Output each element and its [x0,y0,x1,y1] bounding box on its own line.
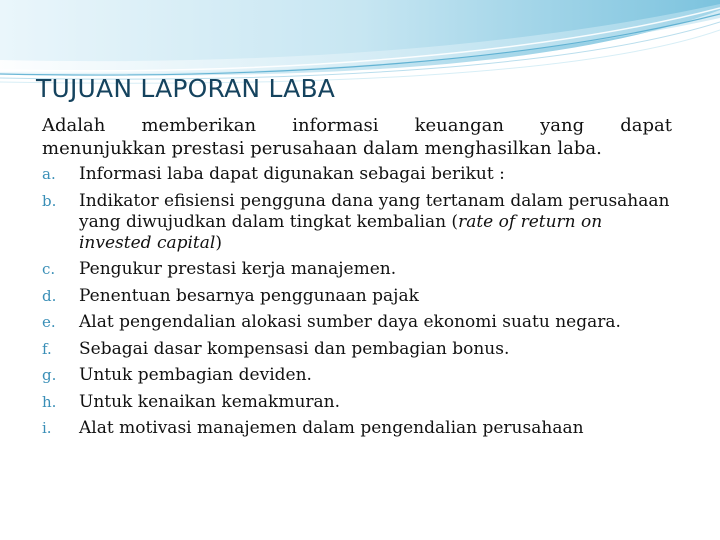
list-item [42,259,678,280]
list-item-text-main: Indikator efisiensi pengguna dana yang tertanam dalam perusahaan yang diwujudkan dalam tingkat kembalian ( [79,190,670,232]
list-item-text-italic: rate of return on invested capital [79,211,603,253]
list-item-text [79,191,678,254]
list-item [42,365,678,386]
list-marker: e. [42,313,56,331]
list-item [42,418,678,439]
list-item [42,164,678,185]
intro-paragraph [42,114,672,160]
list-item [42,392,678,413]
list-item-text: Alat motivasi manajemen dalam pengendalian perusahaan [79,418,584,438]
list-item [42,312,678,333]
list-marker: h. [42,392,57,411]
intro-line-2: menunjukkan prestasi perusahaan dalam menghasilkan laba. [42,138,602,159]
list-item-text: Penentuan besarnya penggunaan pajak [79,285,419,306]
list-marker: i. [42,419,52,437]
list-item-text: Alat pengendalian alokasi sumber daya ekonomi suatu negara. [79,312,621,332]
list-marker: g. [42,366,57,384]
purpose-list [42,164,678,445]
list-marker: a. [42,165,56,183]
list-item-text: Sebagai dasar kompensasi dan pembagian bonus. [79,338,510,359]
list-item-text-after: ) [215,232,222,253]
list-marker: c. [42,260,56,278]
list-item [42,286,678,307]
list-item-text: Pengukur prestasi kerja manajemen. [79,259,397,279]
list-item-text: Untuk kenaikan kemakmuran. [79,391,341,412]
list-item [42,191,678,254]
list-marker: d. [42,286,57,305]
list-item [42,339,678,360]
list-item-text: Informasi laba dapat digunakan sebagai berikut : [79,164,505,184]
slide-title: TUJUAN LAPORAN LABA [36,74,336,103]
list-marker: f. [42,339,52,358]
list-item-text: Untuk pembagian deviden. [79,365,312,385]
intro-line-1: Adalah memberikan informasi keuangan yang dapat [42,115,672,136]
list-marker: b. [42,191,57,210]
